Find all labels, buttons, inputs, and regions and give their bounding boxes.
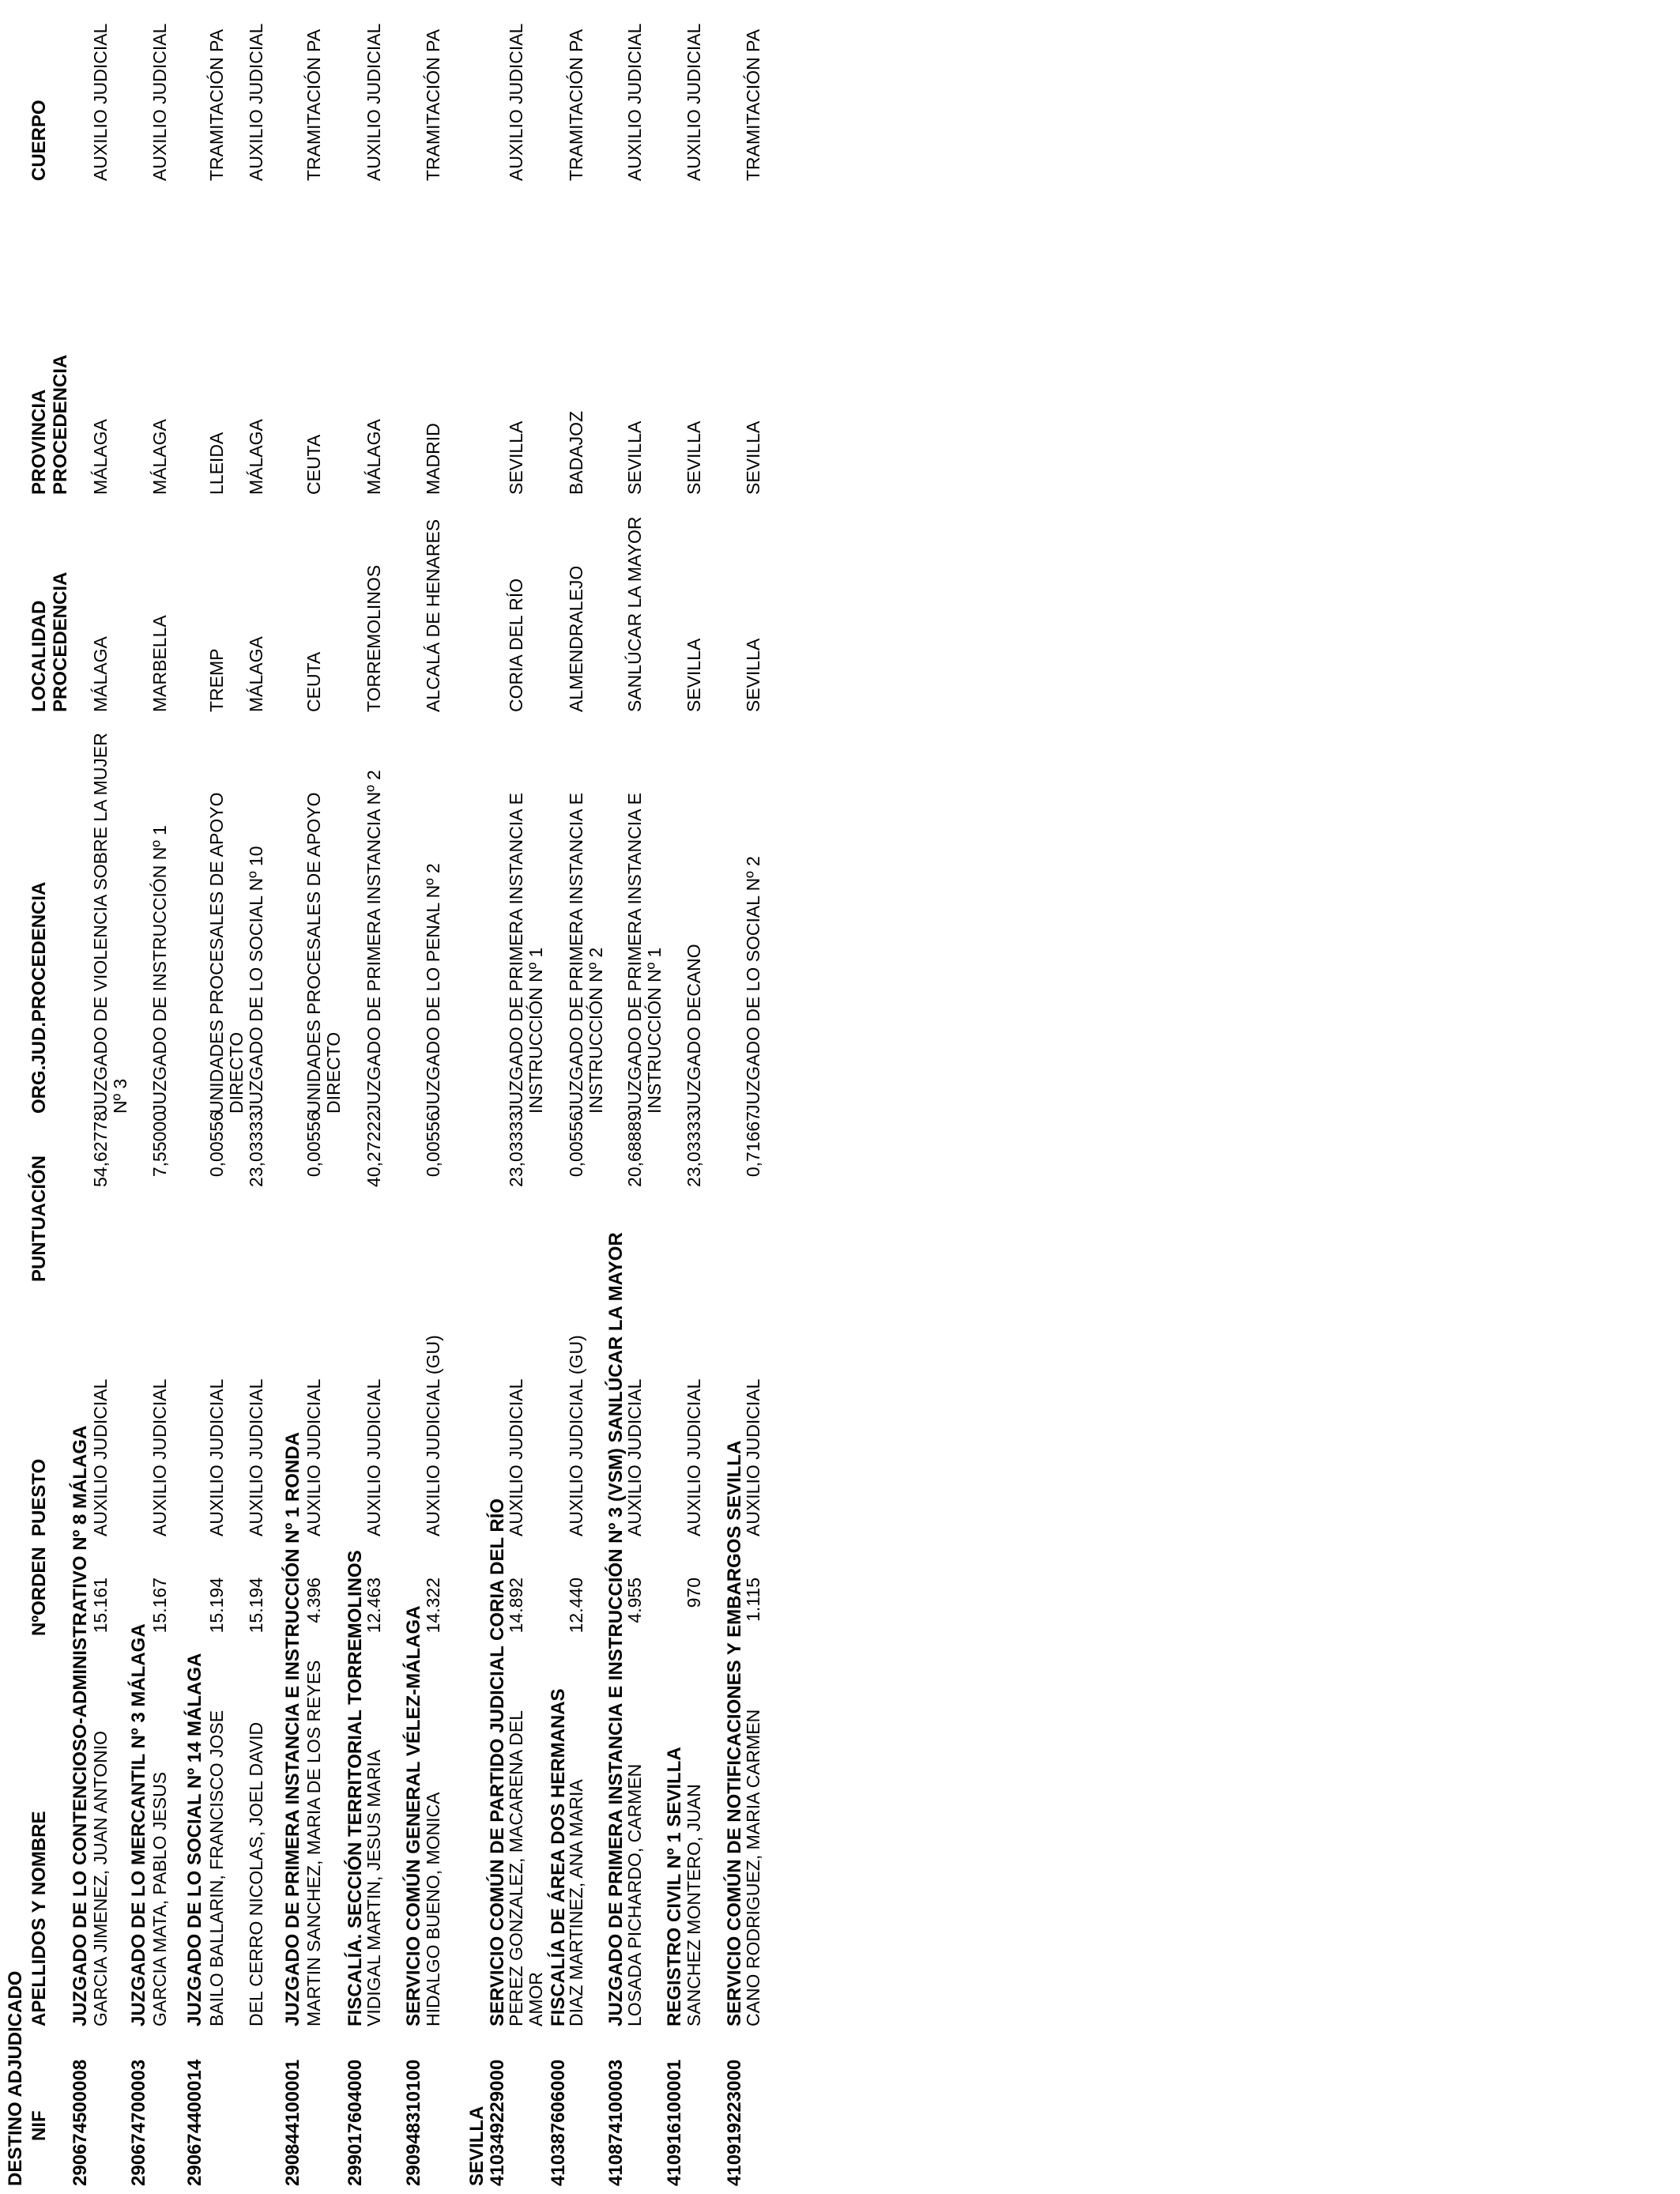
position: AUXILIO JUDICIAL xyxy=(684,1378,704,1536)
person-name: CANO RODRIGUEZ, MARIA CARMEN xyxy=(743,1709,763,2026)
group-name: JUZGADO DE LO SOCIAL Nº 14 MÁLAGA xyxy=(184,1653,205,2026)
corps: TRAMITACIÓN PA xyxy=(303,28,324,181)
origin-province: MÁLAGA xyxy=(90,419,111,495)
origin-province: SEVILLA xyxy=(743,420,763,495)
origin-province: MÁLAGA xyxy=(246,419,266,495)
group-code: 299017604000 xyxy=(345,2059,366,2186)
origin-court: UNIDADES PROCESALES DE APOYO DIRECTO xyxy=(206,792,247,1114)
origin-province: SEVILLA xyxy=(624,420,645,495)
origin-court: JUZGADO DE PRIMERA INSTANCIA E INSTRUCCIÓN Nº 2 xyxy=(566,793,606,1114)
score: 7,55000 xyxy=(149,1111,170,1178)
score: 54,62778 xyxy=(90,1111,111,1187)
order-number: 1.115 xyxy=(743,1578,763,1622)
position: AUXILIO JUDICIAL xyxy=(90,1378,111,1536)
origin-province: LLEIDA xyxy=(206,432,227,495)
corps: AUXILIO JUDICIAL xyxy=(684,23,704,181)
order-number: 14.892 xyxy=(506,1578,526,1634)
corps: AUXILIO JUDICIAL xyxy=(506,23,526,181)
origin-locality: TREMP xyxy=(206,648,227,712)
origin-locality: MÁLAGA xyxy=(90,636,111,712)
header-puntuacion: PUNTUACIÓN xyxy=(28,1155,50,1282)
order-number: 4.396 xyxy=(303,1578,324,1623)
origin-province: MÁLAGA xyxy=(149,419,170,495)
score: 0,71667 xyxy=(743,1111,763,1178)
position: AUXILIO JUDICIAL xyxy=(149,1378,170,1536)
origin-locality: ALMENDRALEJO xyxy=(566,565,586,712)
position: AUXILIO JUDICIAL xyxy=(624,1378,645,1536)
group-code: 410387606000 xyxy=(548,2059,569,2186)
score: 40,27222 xyxy=(363,1111,384,1187)
order-number: 970 xyxy=(684,1578,704,1608)
person-name: MARTIN SANCHEZ, MARIA DE LOS REYES xyxy=(303,1660,324,2026)
person-name: PEREZ GONZALEZ, MACARENA DEL AMOR xyxy=(506,1710,546,2026)
person-name: DIAZ MARTINEZ, ANA MARIA xyxy=(566,1779,586,2026)
position: AUXILIO JUDICIAL xyxy=(303,1378,324,1536)
group-code: 410916100001 xyxy=(664,2059,685,2186)
corps: TRAMITACIÓN PA xyxy=(206,28,227,181)
group-code: 290844100001 xyxy=(282,2059,303,2186)
header-puesto: PUESTO xyxy=(28,1458,50,1536)
origin-court: JUZGADO DE PRIMERA INSTANCIA Nº 2 xyxy=(363,770,384,1114)
group-name: FISCALÍA. SECCIÓN TERRITORIAL TORREMOLINOS xyxy=(345,1550,366,2026)
position: AUXILIO JUDICIAL xyxy=(506,1378,526,1536)
score: 20,68889 xyxy=(624,1111,645,1187)
order-number: 15.194 xyxy=(206,1578,227,1634)
origin-locality: TORREMOLINOS xyxy=(363,564,384,712)
order-number: 15.161 xyxy=(90,1578,111,1634)
position: AUXILIO JUDICIAL xyxy=(363,1378,384,1536)
origin-court: JUZGADO DE LO PENAL Nº 2 xyxy=(423,863,443,1114)
origin-locality: ALCALÁ DE HENARES xyxy=(423,518,443,712)
score: 23,03333 xyxy=(246,1111,266,1187)
origin-court: JUZGADO DECANO xyxy=(684,944,704,1114)
person-name: GARCIA JIMENEZ, JUAN ANTONIO xyxy=(90,1730,111,2026)
person-name: SANCHEZ MONTERO, JUAN xyxy=(684,1784,704,2026)
group-code: 410874100003 xyxy=(605,2059,627,2186)
group-code: 410919223000 xyxy=(724,2059,745,2186)
group-name: JUZGADO DE LO CONTENCIOSO-ADMINISTRATIVO Nº 8 MÁLAGA xyxy=(70,1425,91,2026)
header-norden: NºORDEN xyxy=(28,1547,50,1636)
page-title: DESTINO ADJUDICADO xyxy=(5,1970,26,2186)
group-name: SERVICIO COMÚN GENERAL VÉLEZ-MÁLAGA xyxy=(403,1605,424,2026)
order-number: 4.955 xyxy=(624,1578,645,1623)
group-code: 410349229000 xyxy=(487,2059,508,2186)
origin-locality: CORIA DEL RÍO xyxy=(506,578,526,712)
origin-locality: MÁLAGA xyxy=(246,636,266,712)
group-code: 290948310100 xyxy=(403,2059,424,2186)
origin-court: JUZGADO DE LO SOCIAL Nº 2 xyxy=(743,856,763,1114)
score: 0,00556 xyxy=(303,1111,324,1178)
province-heading: SEVILLA xyxy=(466,2105,488,2186)
person-name: LOSADA PICHARDO, CARMEN xyxy=(624,1763,645,2026)
origin-court: JUZGADO DE PRIMERA INSTANCIA E INSTRUCCIÓN Nº 1 xyxy=(506,793,546,1114)
corps: TRAMITACIÓN PA xyxy=(423,28,443,181)
person-name: BAILO BALLARIN, FRANCISCO JOSE xyxy=(206,1710,227,2026)
origin-court: JUZGADO DE INSTRUCCIÓN Nº 1 xyxy=(149,825,170,1114)
group-name: JUZGADO DE LO MERCANTIL Nº 3 MÁLAGA xyxy=(128,1623,149,2026)
origin-province: BADAJOZ xyxy=(566,410,586,495)
group-name: JUZGADO DE PRIMERA INSTANCIA E INSTRUCCIÓN Nº 1 RONDA xyxy=(282,1432,303,2026)
group-name: REGISTRO CIVIL Nº 1 SEVILLA xyxy=(664,1747,685,2026)
group-code: 290674500008 xyxy=(70,2059,91,2186)
header-nif: NIF xyxy=(28,2110,50,2141)
score: 0,00556 xyxy=(423,1111,443,1178)
position: AUXILIO JUDICIAL xyxy=(246,1378,266,1536)
corps: AUXILIO JUDICIAL xyxy=(246,23,266,181)
person-name: DEL CERRO NICOLAS, JOEL DAVID xyxy=(246,1721,266,2026)
group-name: SERVICIO COMÚN DE NOTIFICACIONES Y EMBARGOS SEVILLA xyxy=(724,1440,745,2026)
origin-province: SEVILLA xyxy=(506,420,526,495)
person-name: GARCIA MATA, PABLO JESUS xyxy=(149,1771,170,2026)
origin-province: SEVILLA xyxy=(684,420,704,495)
score: 0,00556 xyxy=(206,1111,227,1178)
group-name: SERVICIO COMÚN DE PARTIDO JUDICIAL CORIA DEL RÍO xyxy=(487,1498,508,2026)
position: AUXILIO JUDICIAL (GU) xyxy=(423,1335,443,1536)
corps: AUXILIO JUDICIAL xyxy=(90,23,111,181)
corps: AUXILIO JUDICIAL xyxy=(624,23,645,181)
position: AUXILIO JUDICIAL xyxy=(743,1378,763,1536)
position: AUXILIO JUDICIAL (GU) xyxy=(566,1335,586,1536)
person-name: HIDALGO BUENO, MONICA xyxy=(423,1792,443,2026)
corps: TRAMITACIÓN PA xyxy=(566,28,586,181)
origin-court: JUZGADO DE PRIMERA INSTANCIA E INSTRUCCIÓN Nº 1 xyxy=(624,793,665,1114)
origin-locality: CEUTA xyxy=(303,651,324,712)
origin-province: MÁLAGA xyxy=(363,419,384,495)
origin-court: JUZGADO DE LO SOCIAL Nº 10 xyxy=(246,846,266,1114)
header-cuerpo: CUERPO xyxy=(28,100,50,181)
group-code: 290674700003 xyxy=(128,2059,149,2186)
score: 23,03333 xyxy=(506,1111,526,1187)
header-org: ORG.JUD.PROCEDENCIA xyxy=(28,881,50,1114)
corps: TRAMITACIÓN PA xyxy=(743,28,763,181)
order-number: 14.322 xyxy=(423,1578,443,1634)
header-provincia: PROVINCIA PROCEDENCIA xyxy=(28,354,71,495)
origin-locality: SEVILLA xyxy=(743,638,763,712)
origin-court: JUZGADO DE VIOLENCIA SOBRE LA MUJER Nº 3 xyxy=(90,733,130,1114)
origin-province: MADRID xyxy=(423,423,443,495)
header-apellidos: APELLIDOS Y NOMBRE xyxy=(28,1811,50,2026)
score: 23,03333 xyxy=(684,1111,704,1187)
origin-court: UNIDADES PROCESALES DE APOYO DIRECTO xyxy=(303,792,344,1114)
origin-province: CEUTA xyxy=(303,434,324,495)
order-number: 15.194 xyxy=(246,1578,266,1634)
corps: AUXILIO JUDICIAL xyxy=(363,23,384,181)
origin-locality: MARBELLA xyxy=(149,615,170,712)
group-code: 290674400014 xyxy=(184,2059,205,2186)
origin-locality: SANLÚCAR LA MAYOR xyxy=(624,516,645,712)
group-name: FISCALÍA DE ÁREA DOS HERMANAS xyxy=(548,1688,569,2026)
header-localidad: LOCALIDAD PROCEDENCIA xyxy=(28,571,71,712)
person-name: VIDIGAL MARTIN, JESUS MARIA xyxy=(363,1749,384,2026)
order-number: 12.463 xyxy=(363,1578,384,1634)
corps: AUXILIO JUDICIAL xyxy=(149,23,170,181)
order-number: 15.167 xyxy=(149,1578,170,1634)
score: 0,00556 xyxy=(566,1111,586,1178)
order-number: 12.440 xyxy=(566,1578,586,1634)
origin-locality: SEVILLA xyxy=(684,638,704,712)
position: AUXILIO JUDICIAL xyxy=(206,1378,227,1536)
group-name: JUZGADO DE PRIMERA INSTANCIA E INSTRUCCIÓN Nº 3 (VSM) SANLÚCAR LA MAYOR xyxy=(605,1232,627,2026)
